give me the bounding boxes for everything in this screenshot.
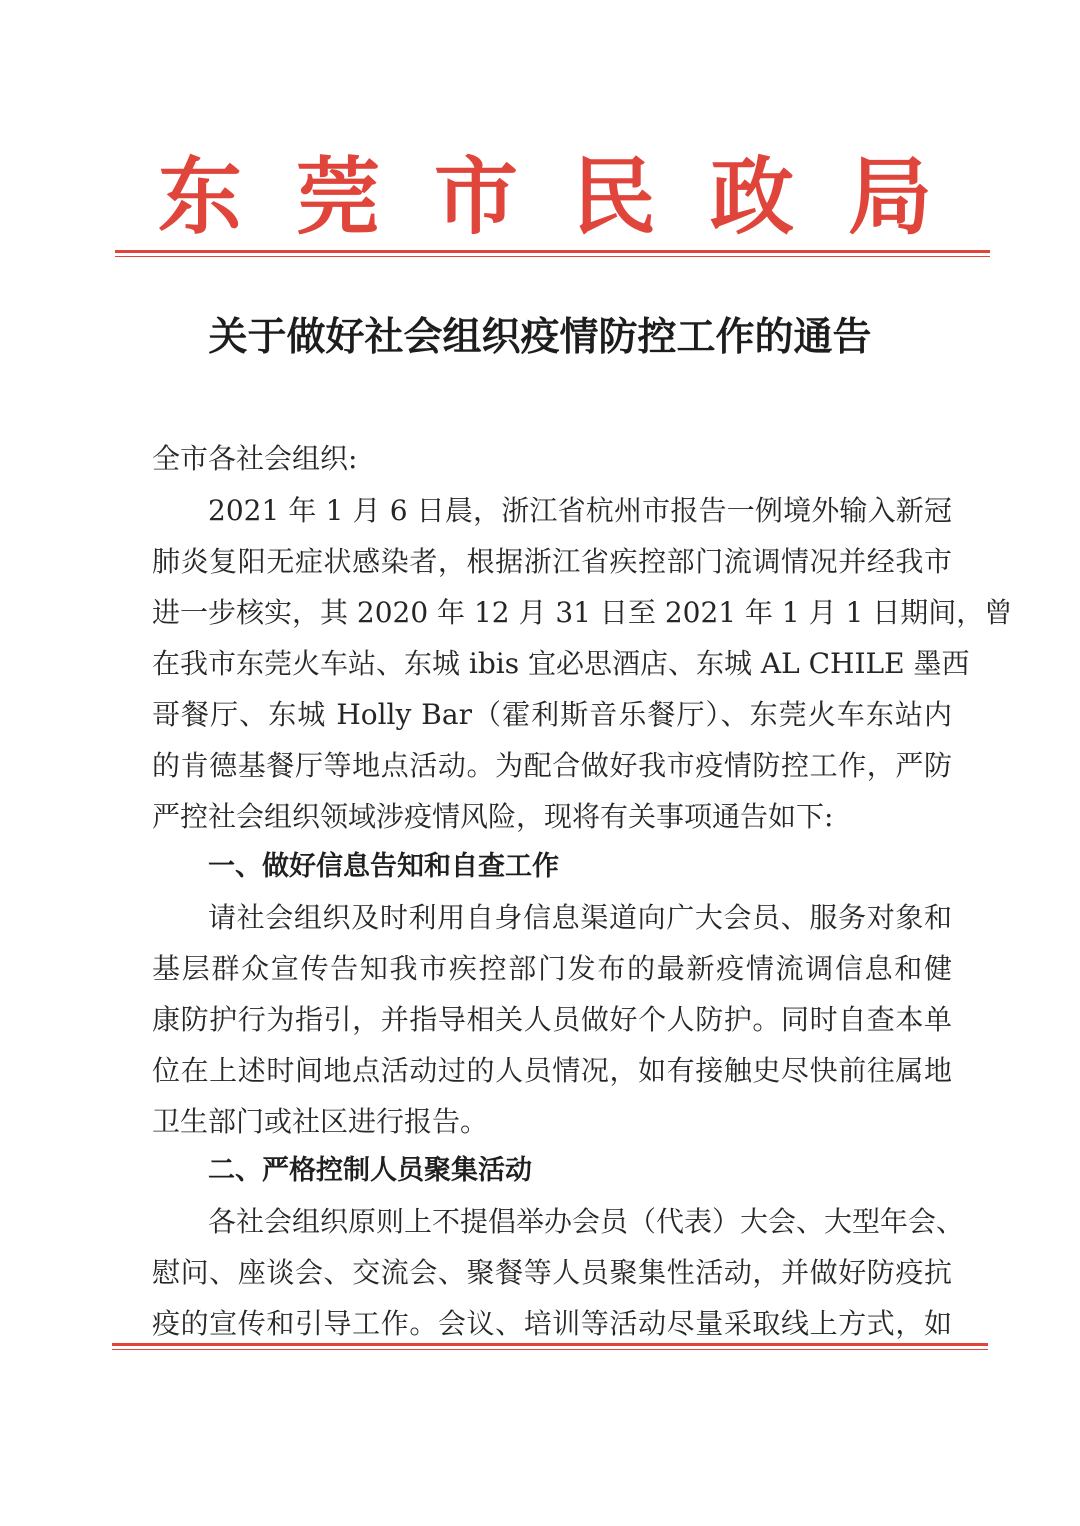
section-heading: 二、严格控制人员聚集活动 (208, 1155, 532, 1186)
letterhead-char: 局 (847, 146, 932, 246)
paragraph-line: 进一步核实，其 2020 年 12 月 31 日至 2021 年 1 月 1 日期间，曾 (152, 596, 1013, 629)
paragraph-line: 请社会组织及时利用自身信息渠道向广大会员、服务对象和 (208, 901, 952, 934)
letterhead-char: 东 (157, 146, 242, 246)
paragraph-line: 2021 年 1 月 6 日晨，浙江省杭州市报告一例境外输入新冠 (208, 494, 952, 527)
letterhead-char: 莞 (295, 146, 380, 246)
footer-divider-thin (112, 1349, 988, 1350)
paragraph-line: 肺炎复阳无症状感染者，根据浙江省疾控部门流调情况并经我市 (152, 545, 952, 578)
letterhead-divider-thin (115, 256, 990, 257)
paragraph-line: 基层群众宣传告知我市疾控部门发布的最新疫情流调信息和健 (152, 952, 952, 985)
letterhead-char: 政 (709, 146, 794, 246)
paragraph-line: 位在上述时间地点活动过的人员情况，如有接触史尽快前往属地 (152, 1054, 952, 1087)
paragraph-line: 严控社会组织领域涉疫情风险，现将有关事项通告如下: (152, 800, 834, 833)
salutation: 全市各社会组织: (152, 442, 358, 475)
paragraph-line: 卫生部门或社区进行报告。 (152, 1105, 489, 1138)
letterhead (150, 140, 940, 246)
letterhead-divider (115, 250, 990, 253)
letterhead-char: 市 (433, 146, 518, 246)
document-title: 关于做好社会组织疫情防控工作的通告 (208, 315, 872, 360)
footer-divider (112, 1343, 988, 1346)
section-heading: 一、做好信息告知和自查工作 (208, 851, 559, 882)
paragraph-line: 哥餐厅、东城 Holly Bar（霍利斯音乐餐厅）、东莞火车东站内 (152, 698, 952, 731)
paragraph-line: 各社会组织原则上不提倡举办会员（代表）大会、大型年会、 (208, 1205, 965, 1238)
paragraph-line: 的肯德基餐厅等地点活动。为配合做好我市疫情防控工作，严防 (152, 749, 952, 782)
paragraph-line: 慰问、座谈会、交流会、聚餐等人员聚集性活动，并做好防疫抗 (152, 1256, 952, 1289)
paragraph-line: 康防护行为指引，并指导相关人员做好个人防护。同时自查本单 (152, 1003, 952, 1036)
paragraph-line: 在我市东莞火车站、东城 ibis 宜必思酒店、东城 AL CHILE 墨西 (152, 647, 970, 680)
letterhead-char: 民 (571, 146, 656, 246)
paragraph-line: 疫的宣传和引导工作。会议、培训等活动尽量采取线上方式，如 (152, 1307, 952, 1340)
